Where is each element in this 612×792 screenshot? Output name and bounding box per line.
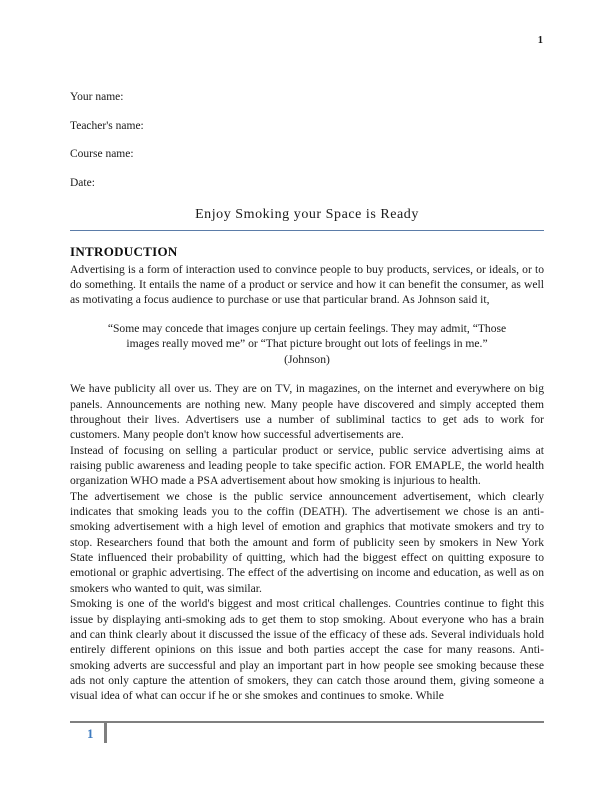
- section-heading-introduction: INTRODUCTION: [70, 244, 178, 259]
- paragraph-publicity: We have publicity all over us. They are on TV, in magazines, on the internet and everywhere on big panels. Announcements are nothing new. Many people have discovered and simply accepted them throughout their lives. Advertisers use a number of subliminal tactics to get ads to work for customers. Many people don't know how successful advertisements are.: [70, 382, 544, 442]
- field-course-name: Course name:: [70, 148, 134, 160]
- field-your-name: Your name:: [70, 91, 124, 103]
- field-date: Date:: [70, 176, 95, 189]
- footer-content: [70, 723, 544, 747]
- header-page-number: 1: [537, 35, 543, 46]
- page-footer: [70, 721, 544, 747]
- paragraph-public-service-advertising: Instead of focusing on selling a particular product or service, public service advertising aims at raising public awareness and leading people to take specific action. FOR EMAPLE, the world health organization WHO made a PSA advertisement about how smoking is injurious to health.: [70, 443, 544, 488]
- identification-block: [70, 92, 544, 206]
- document-title: Enjoy Smoking your Space is Ready: [195, 207, 419, 222]
- title-divider: [70, 230, 544, 232]
- paragraph-intro: Advertising is a form of interaction used to convince people to buy products, services, or ideals, or to do something. It entails the name of a product or service and how it can benefit the consumer, as well as motivating a focus audience to purchase or use that particular brand. As Johnson said it,: [70, 262, 544, 307]
- paragraph-smoking-challenge: Smoking is one of the world's biggest and most critical challenges. Countries continue to fight this issue by displaying anti-smoking ads to get them to stop smoking. About everyone who has a brain and can think clearly about it discussed the issue of the efficacy of these ads. Several individuals hold entirely different opinions on this issue and both parties accept the case for many reasons. Anti-smoking adverts are successful and play an important part in how people see smoking because these ads not only capture the attention of smokers, they can catch those around them, giving someone a visual idea of what can occur if he or she smokes and continues to smoke. While: [70, 597, 544, 703]
- footer-page-number: 1: [87, 726, 94, 741]
- block-quote-johnson: “Some may concede that images conjure up certain feelings. They may admit, “Those images really moved me” or “That picture brought out lots of feelings in me.” (Johnson): [107, 321, 507, 366]
- title-block: [70, 206, 544, 231]
- page-header: [70, 30, 543, 50]
- document-body: [70, 243, 544, 704]
- field-teacher-name: Teacher's name:: [70, 119, 144, 132]
- footer-tick-mark: [104, 723, 107, 743]
- paragraph-chosen-advertisement: The advertisement we chose is the public service announcement advertisement, which clearly indicates that smoking leads you to the coffin (DEATH). The advertisement we chose is an anti-smoking advertisement with a high level of emotion and graphics that motivate smokers and try to stop. Researchers found that both the amount and form of publicity seen by smokers in New York State influenced their probability of quitting, which had the biggest effect on quitting exposure to emotional or graphic advertising. The effect of the advertising on income and education, as well as on smokers who wanted to quit, was similar.: [70, 489, 544, 595]
